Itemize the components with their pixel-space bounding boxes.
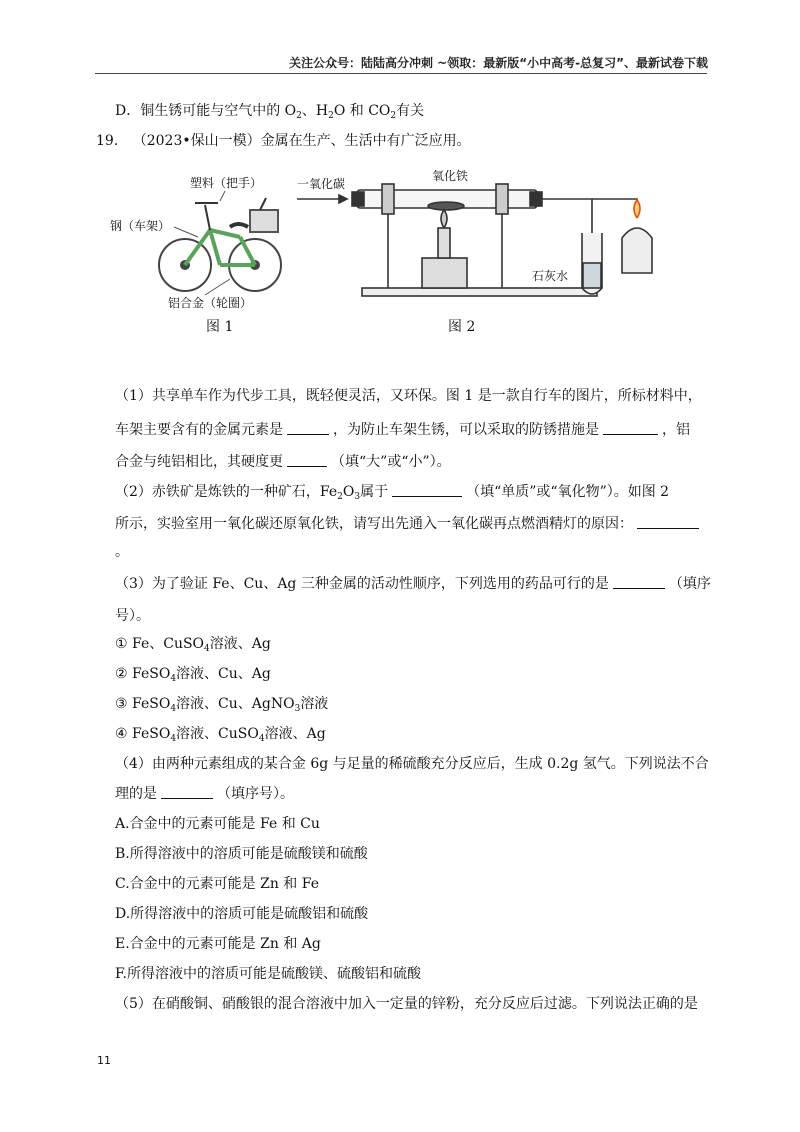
- page-number: 11: [97, 1054, 111, 1067]
- part3-line2: 号）。: [115, 608, 150, 624]
- question-number: 19.: [96, 133, 119, 149]
- prev-option-d: D．铜生锈可能与空气中的 $O_2$、$H_2O$ 和 $CO_2$有关: [115, 103, 425, 121]
- bicycle-frame: [185, 230, 255, 265]
- part4-option-e: E.合金中的元素可能是 Zn 和 Ag: [115, 936, 321, 952]
- part4-option-b: B.所得溶液中的溶质可能是硫酸镁和硫酸: [115, 846, 368, 862]
- bicycle-basket: [250, 210, 278, 232]
- part4-option-a: A.合金中的元素可能是 Fe 和 Cu: [115, 816, 320, 832]
- part4-option-d: D.所得溶液中的溶质可能是硫酸铝和硫酸: [115, 906, 369, 922]
- part4-line1: （4）由两种元素组成的某合金 6g 与足量的稀硫酸充分反应后，生成 0.2g 氢气。下列说法不合: [115, 756, 709, 772]
- figure1-label: 图 1: [206, 319, 234, 335]
- part3-option-1: ① Fe、CuSO$_4$溶液、Ag: [115, 636, 271, 654]
- part1-line2: 车架主要含有的金属元素是 ，为防止车架生锈，可以采取的防锈措施是 ，铝: [115, 422, 690, 438]
- answer-blank-1[interactable]: [287, 422, 329, 435]
- part4-line2: 理的是 （填序号）。: [115, 786, 294, 802]
- part1-line3: 合金与纯铝相比，其硬度更 （填“大”或“小”）。: [115, 454, 451, 470]
- part2-line1: （2）赤铁矿是炼铁的一种矿石，$Fe_2O_3$属于 （填“单质”或“氧化物”）。如图 2: [115, 484, 670, 502]
- label-fe2o3: 氧化铁: [432, 169, 469, 183]
- part3-option-3: ③ FeSO$_4$溶液、Cu、AgNO$_3$溶液: [115, 696, 329, 714]
- answer-blank-2[interactable]: [603, 422, 658, 435]
- label-plastic: 塑料（把手）: [190, 176, 263, 190]
- co-reduction-apparatus: [292, 158, 672, 308]
- answer-blank-5[interactable]: [637, 516, 699, 529]
- part4-option-c: C.合金中的元素可能是 Zn 和 Fe: [115, 876, 319, 892]
- part2-line3: 。: [115, 544, 129, 560]
- iron-oxide-sample: [428, 202, 464, 210]
- answer-blank-7[interactable]: [161, 786, 213, 799]
- label-co: 一氧化碳: [297, 177, 346, 191]
- question-text: （2023•保山一模）金属在生产、生活中有广泛应用。: [132, 133, 471, 149]
- alcohol-lamp: [622, 228, 652, 273]
- apparatus-base: [362, 288, 597, 296]
- bicycle-figure: [110, 165, 300, 315]
- part4-option-f: F.所得溶液中的溶质可能是硫酸镁、硫酸铝和硫酸: [115, 966, 421, 982]
- label-steel: 钢（车架）: [110, 219, 171, 233]
- page-header: 关注公众号：陆陆高分冲刺 ~领取：最新版“小中高考-总复习”、最新试卷下载: [289, 56, 708, 70]
- label-limewater: 石灰水: [532, 269, 569, 283]
- answer-blank-3[interactable]: [287, 454, 327, 467]
- question-title: [96, 130, 471, 150]
- header-rule: [95, 73, 707, 74]
- label-alloy: 铝合金（轮圈）: [168, 296, 253, 310]
- part2-line2: 所示，实验室用一氧化碳还原氧化铁，请写出先通入一氧化碳再点燃酒精灯的原因：: [115, 513, 703, 533]
- part3-option-4: ④ FeSO$_4$溶液、CuSO$_4$溶液、Ag: [115, 726, 326, 744]
- figure2-label: 图 2: [448, 319, 476, 335]
- part3-line1: （3）为了验证 Fe、Cu、Ag 三种金属的活动性顺序，下列选用的药品可行的是 （填序: [115, 576, 711, 592]
- part5-line1: （5）在硝酸铜、硝酸银的混合溶液中加入一定量的锌粉，充分反应后过滤。下列说法正确的是: [115, 996, 698, 1012]
- answer-blank-6[interactable]: [613, 576, 665, 589]
- answer-blank-4[interactable]: [392, 484, 462, 497]
- part1-line1: （1）共享单车作为代步工具，既轻便灵活，又环保。图 1 是一款自行车的图片，所标材料中，: [115, 388, 702, 404]
- part3-option-2: ② FeSO$_4$溶液、Cu、Ag: [115, 666, 271, 684]
